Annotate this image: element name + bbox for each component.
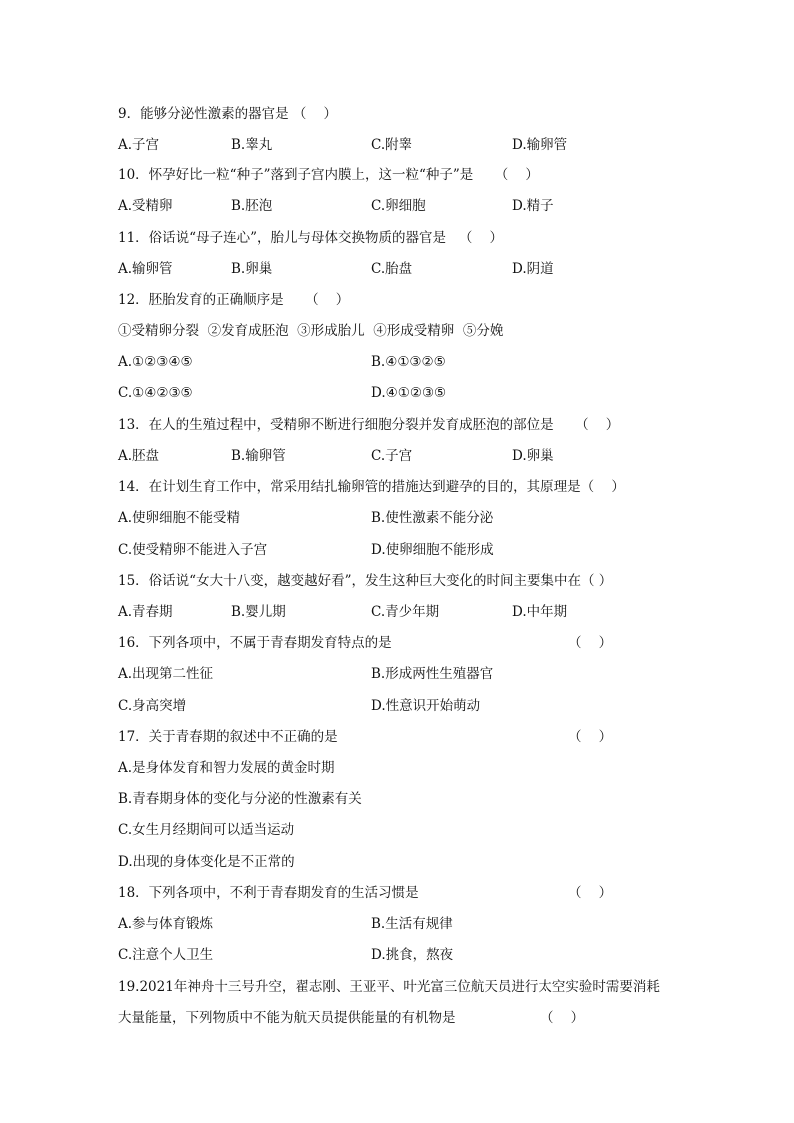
q13-option-d: D.卵巢 [512,448,554,464]
q12-option-c: C.①④②③⑤ [118,385,193,401]
question-14-stem: 14．在计划生育工作中，常采用结扎输卵管的措施达到避孕的目的，其原理是（ ） [118,479,625,495]
q12-steps: ①受精卵分裂 ②发育成胚泡 ③形成胎儿 ④形成受精卵 ⑤分娩 [118,323,504,339]
question-13-stem: 13．在人的生殖过程中，受精卵不断进行细胞分裂并发育成胚泡的部位是 （ ） [118,417,620,433]
q9-option-c: C.附睾 [371,137,413,153]
q14-option-b: B.使性激素不能分泌 [371,510,494,526]
q12-option-d: D.④①②③⑤ [371,385,447,401]
question-11-stem: 11．俗话说“母子连心”，胎儿与母体交换物质的器官是 （ ） [118,230,504,246]
q17-option-b: B.青春期身体的变化与分泌的性激素有关 [118,791,362,807]
q11-option-d: D.阴道 [512,261,554,277]
question-12-stem: 12．胚胎发育的正确顺序是 （ ） [118,292,350,308]
q17-option-d: D.出现的身体变化是不正常的 [118,854,295,870]
q10-option-d: D.精子 [512,198,554,214]
q16-answer-bracket: （ ） [568,635,613,651]
question-19-stem-line1: 19.2021年神舟十三号升空，翟志刚、王亚平、叶光富三位航天员进行太空实验时需要消耗 [118,979,660,995]
q11-option-a: A.输卵管 [118,261,173,277]
q16-option-a: A.出现第二性征 [118,666,214,682]
q17-option-a: A.是身体发育和智力发展的黄金时期 [118,760,335,776]
q10-option-a: A.受精卵 [118,198,173,214]
q16-option-c: C.身高突增 [118,698,187,714]
question-10-stem: 10．怀孕好比一粒“种子”落到子宫内膜上，这一粒“种子”是 （ ） [118,167,539,183]
q10-option-c: C.卵细胞 [371,198,426,214]
question-16-stem: 16．下列各项中，不属于青春期发育特点的是 [118,635,392,651]
q15-option-b: B.婴儿期 [231,604,286,620]
q9-option-a: A.子宫 [118,137,160,153]
q12-option-a: A.①②③④⑤ [118,354,193,370]
q13-option-a: A.胚盘 [118,448,160,464]
question-18-stem: 18．下列各项中，不利于青春期发育的生活习惯是 [118,885,419,901]
q17-answer-bracket: （ ） [568,729,613,745]
question-17-stem: 17．关于青春期的叙述中不正确的是 [118,729,338,745]
q9-option-d: D.输卵管 [512,137,568,153]
q18-option-d: D.挑食，熬夜 [371,947,454,963]
q13-option-c: C.子宫 [371,448,413,464]
q16-option-b: B.形成两性生殖器官 [371,666,494,682]
q17-option-c: C.女生月经期间可以适当运动 [118,822,295,838]
q14-option-c: C.使受精卵不能进入子宫 [118,542,268,558]
q16-option-d: D.性意识开始萌动 [371,698,481,714]
q15-option-d: D.中年期 [512,604,568,620]
q14-option-d: D.使卵细胞不能形成 [371,542,494,558]
q19-answer-bracket: （ ） [540,1010,585,1026]
q18-option-b: B.生活有规律 [371,916,453,932]
q15-option-c: C.青少年期 [371,604,440,620]
q14-option-a: A.使卵细胞不能受精 [118,510,241,526]
q13-option-b: B.输卵管 [231,448,286,464]
q9-option-b: B.睾丸 [231,137,273,153]
question-9-stem: 9．能够分泌性激素的器官是 （ ） [118,106,338,122]
q18-option-c: C.注意个人卫生 [118,947,214,963]
q18-option-a: A.参与体育锻炼 [118,916,214,932]
q11-option-c: C.胎盘 [371,261,413,277]
q18-answer-bracket: （ ） [568,885,613,901]
question-15-stem: 15．俗话说“女大十八变，越变越好看”，发生这种巨大变化的时间主要集中在（ ） [118,573,613,589]
q15-option-a: A.青春期 [118,604,173,620]
question-19-stem-line2: 大量能量，下列物质中不能为航天员提供能量的有机物是 [118,1010,456,1026]
q10-option-b: B.胚泡 [231,198,273,214]
q12-option-b: B.④①③②⑤ [371,354,446,370]
q11-option-b: B.卵巢 [231,261,273,277]
